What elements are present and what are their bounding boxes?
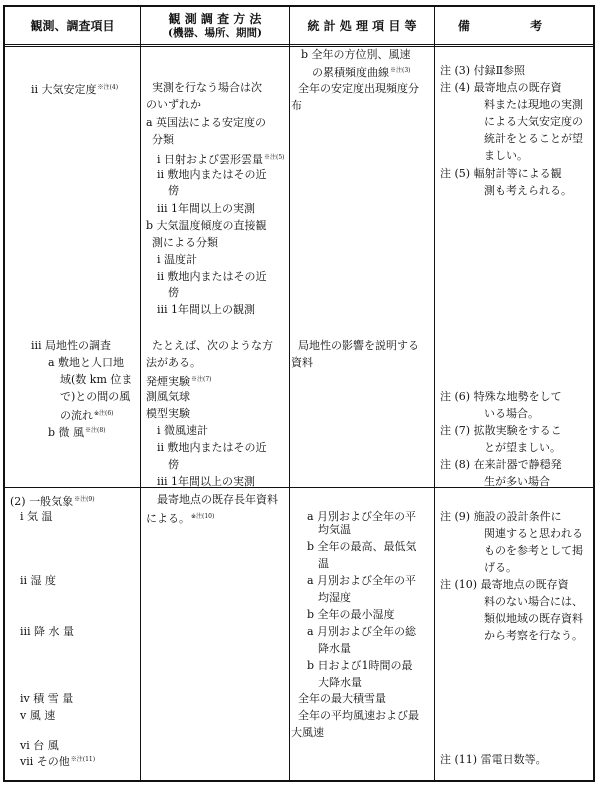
s2-remark-line: いる場合。 [484, 407, 539, 420]
s2-method-line: たとえば、次のような方 [152, 339, 273, 352]
s3-stat-line: 温 [318, 557, 329, 570]
s1-method-line: ⅲ 1年間以上の実測 [157, 202, 256, 215]
s2-item-line: 域(数 km 位ま [60, 373, 133, 386]
header-items-label: 観測、調査項目 [30, 19, 115, 33]
s3-stat-line: a 月別および全年の平 [307, 510, 417, 523]
s2-item-line: a 敷地と人口地 [48, 356, 125, 369]
s2-method-line: 傍 [168, 458, 179, 471]
s2-item-line: ⅲ 局地性の調査 [31, 339, 112, 352]
s3-stat-line: a 月別および全年の総 [307, 625, 417, 638]
s3-stat-line: b 全年の最小湿度 [307, 608, 395, 621]
header-methods-sub: (機器、場所、期間) [168, 27, 262, 39]
s2-item-line: b 微 風$^{※注(8)}$ [48, 426, 106, 439]
s3-stat-line: 均湿度 [318, 591, 351, 604]
s1-stat-line: 全年の安定度出現頻度分 [298, 82, 419, 95]
s2-stat-line: 局地性の影響を説明する [298, 339, 419, 352]
s1-method-line: 傍 [168, 286, 179, 299]
note-ref: ※注(7) [191, 376, 212, 383]
s3-remark-line: 関連すると思われる [484, 527, 583, 540]
header-methods-label: 観 測 調 査 方 法 [168, 12, 262, 26]
s3-stat-line: 大風速 [291, 726, 324, 739]
s3-item-typhoon: ⅵ 台 風 [20, 739, 59, 752]
s3-stat-line: a 月別および全年の平 [307, 574, 417, 587]
s3-item-precipitation: ⅲ 降 水 量 [20, 625, 75, 638]
s3-remark-line: ものを参考として掲 [484, 544, 583, 557]
s2-remark-line: 注 (8) 在来計器で静穏発 [440, 458, 562, 471]
header-cell-statistics [290, 8, 434, 44]
s2-remark-line: とが望ましい。 [484, 441, 561, 454]
s2-item-line: の流れ$^{※注(6)}$ [60, 409, 114, 422]
s1-method-line: 分類 [152, 133, 174, 146]
s1-method-line: 実測を行なう場合は次 [152, 81, 262, 94]
s2-remark-line: 生が多い場合 [484, 475, 550, 488]
s1-method-line: ⅰ 日射および雲形雲量$^{※注(5)}$ [157, 153, 285, 166]
s2-stat-line: 資料 [291, 356, 313, 369]
s1-remark-line: 注 (5) 輻射計等による観 [440, 167, 562, 180]
s2-method-line: 測風気球 [146, 390, 190, 403]
note-ref: ※注(6) [94, 410, 114, 417]
note-ref: ※注(10) [191, 513, 215, 520]
column-divider [289, 5, 290, 782]
s1-method-line: ⅱ 敷地内またはその近 [157, 168, 267, 181]
s1-method-line: b 大気温度傾度の直接観 [146, 219, 267, 232]
s1-stat-line: 布 [291, 99, 302, 112]
s2-method-line: ⅲ 1年間以上の実測 [157, 475, 256, 488]
note-ref: ※注(8) [85, 427, 106, 434]
note-ref: ※注(9) [74, 496, 95, 503]
s1-remark-line: 測も考えられる。 [484, 184, 572, 197]
column-divider [434, 5, 435, 782]
s3-remark-line: 類似地域の既存資料 [484, 612, 583, 625]
s1-item-atmospheric-stability: ⅱ 大気安定度$^{※注(4)}$ [31, 83, 119, 96]
s2-remark-line: 注 (7) 拡散実験をするこ [440, 424, 562, 437]
s3-remark-line: 料のない場合には、 [484, 595, 583, 608]
note-ref: ※注(5) [264, 154, 285, 161]
s2-item-line: で)との間の風 [60, 390, 131, 403]
s1-method-line: 傍 [168, 184, 179, 197]
s3-remark-line: 注 (11) 雷電日数等。 [440, 753, 547, 766]
note-ref: ※注(4) [97, 84, 119, 91]
s1-remark-line: 注 (4) 最寄地点の既存資 [440, 81, 562, 94]
s2-method-line: 発煙実験$^{※注(7)}$ [146, 375, 212, 388]
s1-remark-line: 料または現地の実測 [484, 98, 583, 111]
s3-remark-line: から考察を行なう。 [484, 629, 583, 642]
s3-remark-line: 注 (9) 施設の設計条件に [440, 510, 562, 523]
s1-stat-line: b 全年の方位別、風速 [301, 48, 411, 61]
s3-stat-line: 全年の平均風速および最 [298, 709, 419, 722]
s3-method-line: による。$^{※注(10)}$ [146, 512, 215, 525]
s1-stat-line: の累積頻度曲線$^{※注(3)}$ [312, 66, 411, 79]
s2-method-line: ⅱ 敷地内またはその近 [157, 441, 267, 454]
s3-remark-line: げる。 [484, 561, 517, 574]
column-divider [140, 5, 141, 782]
s1-remark-line: による大気安定度の [484, 115, 583, 128]
s3-stat-line: 全年の最大積雪量 [298, 692, 386, 705]
s3-stat-line: 均気温 [318, 523, 351, 536]
s3-stat-line: b 日および1時間の最 [307, 659, 413, 672]
s2-method-line: 法がある。 [146, 356, 201, 369]
s3-item-humidity: ⅱ 湿 度 [20, 574, 57, 587]
s1-remark-line: ましい。 [484, 149, 528, 162]
s3-remark-line: 注 (10) 最寄地点の既存資 [440, 578, 569, 591]
s3-item-snowfall: ⅳ 積 雪 量 [20, 692, 74, 705]
s1-method-line: ⅱ 敷地内またはその近 [157, 270, 267, 283]
note-ref: ※注(3) [390, 67, 411, 74]
header-cell-methods [141, 8, 289, 44]
s1-method-line: 測による分類 [152, 236, 218, 249]
s3-stat-line: 降水量 [318, 642, 351, 655]
s3-item-temperature: ⅰ 気 温 [20, 510, 53, 523]
s3-item-wind-speed: ⅴ 風 速 [20, 709, 56, 722]
s1-remark-line: 注 (3) 付録Ⅱ参照 [440, 64, 526, 77]
s1-method-line: のいずれか [146, 98, 201, 111]
s3-stat-line: 大降水量 [318, 676, 362, 689]
s1-remark-line: 統計をとることが望 [484, 132, 583, 145]
s2-method-line: ⅰ 微風速計 [157, 424, 209, 437]
header-cell-remarks [435, 8, 593, 44]
header-divider [3, 44, 595, 47]
s2-remark-line: 注 (6) 特殊な地勢をして [440, 390, 562, 403]
s2-method-line: 模型実験 [146, 407, 190, 420]
s1-method-line: ⅰ 温度計 [157, 253, 198, 266]
note-ref: ※注(11) [70, 756, 96, 763]
header-cell-items [5, 8, 140, 44]
s3-method-line: 最寄地点の既存長年資料 [157, 493, 278, 506]
s3-item-others: ⅶ その他$^{※注(11)}$ [20, 755, 96, 768]
header-remarks-label: 備 考 [457, 19, 571, 33]
s3-stat-line: b 全年の最高、最低気 [307, 540, 417, 553]
header-statistics-label: 統 計 処 理 項 目 等 [307, 19, 417, 33]
s1-method-line: ⅲ 1年間以上の観測 [157, 303, 256, 316]
s1-method-line: a 英国法による安定度の [146, 116, 267, 129]
s3-item-general-weather: (2) 一般気象$^{※注(9)}$ [10, 495, 95, 508]
